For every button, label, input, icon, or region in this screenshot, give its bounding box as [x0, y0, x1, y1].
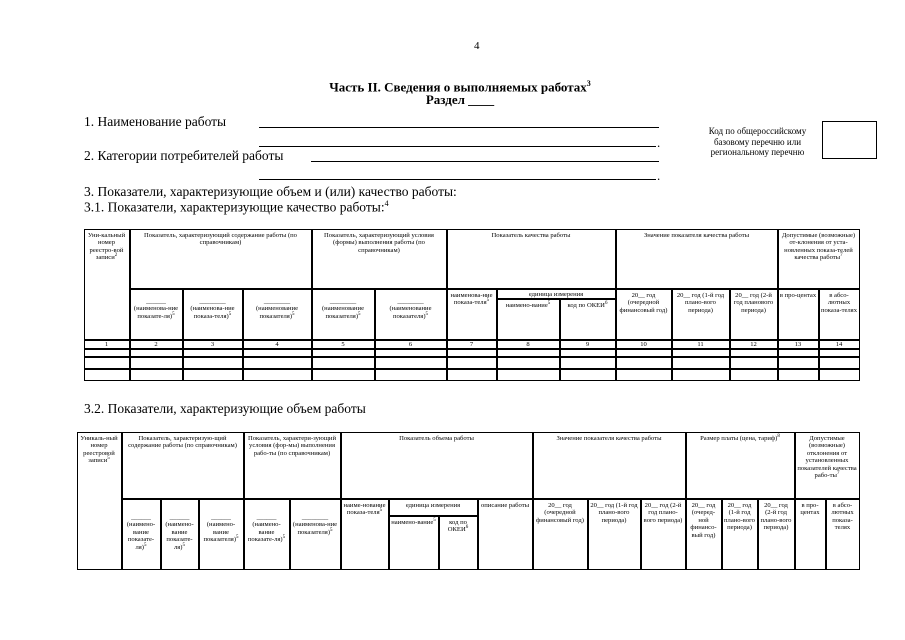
t1-num-3: 3	[183, 340, 243, 349]
consumers-line-2[interactable]	[259, 178, 656, 180]
t1-cell-r1-c11[interactable]	[672, 349, 730, 357]
t1-cell-r3-c7[interactable]	[447, 369, 497, 381]
heading-3-1	[84, 199, 389, 216]
t2-value-y3: 20__ год (2-й год плано-вого периода)	[641, 499, 686, 570]
heading-3-1-note: 4	[384, 199, 389, 208]
work-name-end: .	[657, 135, 661, 150]
t2-unit-header: единица измерения	[389, 499, 478, 516]
t2-dev-abs: в абсо-лютных показа-телях	[826, 499, 860, 570]
t1-cell-r3-c10[interactable]	[616, 369, 672, 381]
t1-conditions-header: Показатель, характеризующий условия (формы) выполнения работы (по справочникам)	[312, 229, 447, 289]
t1-unit-okei: код по ОКЕИ$^6$	[560, 299, 616, 340]
t1-cell-r2-c5[interactable]	[312, 357, 375, 369]
t1-cell-r3-c1[interactable]	[84, 369, 130, 381]
t2-work-desc: описание работы	[478, 499, 533, 570]
t2-conditions-col2: ________ (наименова-ние показателя)$^5$	[290, 499, 341, 570]
t2-value-y1: 20__ год (очередной финансовый год)	[533, 499, 588, 570]
t1-cell-r3-c3[interactable]	[183, 369, 243, 381]
t1-value-y1: 20__ год (очередной финансовый год)	[616, 289, 672, 340]
t1-cell-r1-c7[interactable]	[447, 349, 497, 357]
t1-cell-r2-c4[interactable]	[243, 357, 312, 369]
t1-content-col3: ________ (наименование показателя)$^5$	[243, 289, 312, 340]
t1-cell-r1-c2[interactable]	[130, 349, 183, 357]
t2-value-header: Значение показателя качества работы	[533, 432, 686, 499]
section-title: Раздел ____	[425, 92, 495, 107]
t1-cell-r2-c8[interactable]	[497, 357, 560, 369]
t2-unit-okei: код по ОКЕИ$^6$	[439, 516, 478, 570]
t2-conditions-header: Показатель, характери-зующий условия (фор-мы) выполнения рабо-ты (по справочникам)	[244, 432, 341, 499]
t1-cell-r1-c5[interactable]	[312, 349, 375, 357]
part-title-note: 3	[586, 79, 591, 88]
t1-cell-r2-c12[interactable]	[730, 357, 778, 369]
t1-cell-r1-c10[interactable]	[616, 349, 672, 357]
t2-fee-y2: 20__ год (1-й год плано-вого периода)	[722, 499, 758, 570]
work-name-line-2[interactable]	[259, 145, 656, 147]
t1-cell-r1-c9[interactable]	[560, 349, 616, 357]
heading-3-2: 3.2. Показатели, характеризующие объем работы	[84, 401, 366, 416]
code-label: Код по общероссийскому базовому перечню или региональному перечню	[708, 126, 807, 157]
t1-cell-r1-c3[interactable]	[183, 349, 243, 357]
t1-cell-r2-c9[interactable]	[560, 357, 616, 369]
t1-value-y2: 20__ год (1-й год плано-вого периода)	[672, 289, 730, 340]
t1-cell-r2-c7[interactable]	[447, 357, 497, 369]
t1-cell-r3-c2[interactable]	[130, 369, 183, 381]
t2-unique-header: Уникаль-ный номер реестровой записи$^5$	[77, 432, 122, 570]
t1-cell-r3-c14[interactable]	[819, 369, 860, 381]
t2-content-col3: ______ (наимено-вание показателя)$^5$	[199, 499, 244, 570]
t2-content-header: Показатель, характеризую-щий содержание работы (по справочникам)	[122, 432, 244, 499]
consumers-line-1[interactable]	[311, 160, 659, 162]
t1-conditions-col2: ________ (наименование показателя)$^5$	[375, 289, 447, 340]
t1-dev-pct: в про-центах	[778, 289, 819, 340]
t1-cell-r3-c12[interactable]	[730, 369, 778, 381]
work-name-label: 1. Наименование работы	[84, 114, 227, 129]
t2-fee-y1: 20__ год (очеред-ной финансо-вый год)	[686, 499, 722, 570]
t2-content-col1: ______ (наимено-вание показате-ля)$^5$	[122, 499, 161, 570]
t1-quality-name: наименова-ние показа-теля$^5$	[447, 289, 497, 340]
t1-content-header: Показатель, характеризующий содержание работы (по справочникам)	[130, 229, 312, 289]
t1-num-6: 6	[375, 340, 447, 349]
t1-num-12: 12	[730, 340, 778, 349]
t1-cell-r1-c4[interactable]	[243, 349, 312, 357]
t1-value-header: Значение показателя качества работы	[616, 229, 778, 289]
t1-num-9: 9	[560, 340, 616, 349]
t1-cell-r1-c13[interactable]	[778, 349, 819, 357]
t2-fee-header: Размер платы (цена, тариф)$^8$	[686, 432, 795, 499]
t1-cell-r2-c13[interactable]	[778, 357, 819, 369]
t1-cell-r1-c12[interactable]	[730, 349, 778, 357]
consumers-end: .	[657, 168, 661, 183]
t1-quality-header: Показатель качества работы	[447, 229, 616, 289]
t1-cell-r2-c2[interactable]	[130, 357, 183, 369]
t1-content-col1: ______ (наименова-ние показате-ля)$^5$	[130, 289, 183, 340]
t1-cell-r3-c8[interactable]	[497, 369, 560, 381]
t1-conditions-col1: ________ (наименование показателя)$^5$	[312, 289, 375, 340]
t1-cell-r3-c4[interactable]	[243, 369, 312, 381]
t1-cell-r2-c10[interactable]	[616, 357, 672, 369]
t2-value-y2: 20__ год (1-й год плано-вого периода)	[588, 499, 641, 570]
t1-num-11: 11	[672, 340, 730, 349]
t1-num-2: 2	[130, 340, 183, 349]
t1-num-13: 13	[778, 340, 819, 349]
t1-cell-r1-c1[interactable]	[84, 349, 130, 357]
t1-cell-r1-c14[interactable]	[819, 349, 860, 357]
t1-value-y3: 20__ год (2-й год планового периода)	[730, 289, 778, 340]
t2-volume-header: Показатель объема работы	[341, 432, 533, 499]
t1-num-4: 4	[243, 340, 312, 349]
t1-num-14: 14	[819, 340, 860, 349]
t1-dev-abs: в абсо-лютных показа-телях	[819, 289, 860, 340]
t2-conditions-col1: ______ (наимено-вание показате-ля)$^5$	[244, 499, 290, 570]
t1-content-col2: ________ (наименова-ние показа-теля)$^5$	[183, 289, 243, 340]
work-name-line-1[interactable]	[259, 126, 659, 128]
t1-cell-r2-c1[interactable]	[84, 357, 130, 369]
consumers-label: 2. Категории потребителей работы	[84, 148, 284, 163]
t1-cell-r2-c3[interactable]	[183, 357, 243, 369]
t1-cell-r1-c6[interactable]	[375, 349, 447, 357]
t2-dev-pct: в про-центах	[795, 499, 826, 570]
t1-cell-r3-c6[interactable]	[375, 369, 447, 381]
t2-fee-y3: 20__ год (2-й год плано-вого периода)	[758, 499, 795, 570]
t1-num-7: 7	[447, 340, 497, 349]
t2-volume-name: наиме-нование показа-теля$^5$	[341, 499, 389, 570]
t1-deviation-header: Допустимые (возможные) от-клонения от уста-новленных показа-телей качества работы$^7$	[778, 229, 860, 289]
t1-cell-r2-c11[interactable]	[672, 357, 730, 369]
t1-num-5: 5	[312, 340, 375, 349]
t1-unit-header: единица измерения	[497, 289, 616, 299]
t1-cell-r3-c11[interactable]	[672, 369, 730, 381]
t1-cell-r3-c13[interactable]	[778, 369, 819, 381]
t1-num-8: 8	[497, 340, 560, 349]
t2-content-col2: ______ (наимено-вание показате-ля)$^5$	[161, 499, 199, 570]
t1-unique-header: Уни-кальный номер реестро-вой записи$^2$	[84, 229, 130, 340]
t1-unit-name: наимено-вание$^5$	[497, 299, 560, 340]
page-number: 4	[474, 40, 480, 52]
t1-cell-r2-c14[interactable]	[819, 357, 860, 369]
t1-num-10: 10	[616, 340, 672, 349]
heading-3: 3. Показатели, характеризующие объем и (или) качество работы:	[84, 184, 457, 199]
part-title-text: Часть II. Сведения о выполняемых работах	[329, 79, 587, 95]
t1-cell-r3-c5[interactable]	[312, 369, 375, 381]
t1-cell-r1-c8[interactable]	[497, 349, 560, 357]
t1-cell-r3-c9[interactable]	[560, 369, 616, 381]
t2-deviation-header: Допустимые (возможные) отклонения от установленных показателей качества рабо-$ты^7$	[795, 432, 860, 499]
t1-num-1: 1	[84, 340, 130, 349]
t1-cell-r2-c6[interactable]	[375, 357, 447, 369]
code-input-box[interactable]	[822, 121, 877, 159]
heading-3-1-text: 3.1. Показатели, характеризующие качество работы:	[84, 199, 385, 215]
t2-unit-name: наимено-вание$^5$	[389, 516, 439, 570]
